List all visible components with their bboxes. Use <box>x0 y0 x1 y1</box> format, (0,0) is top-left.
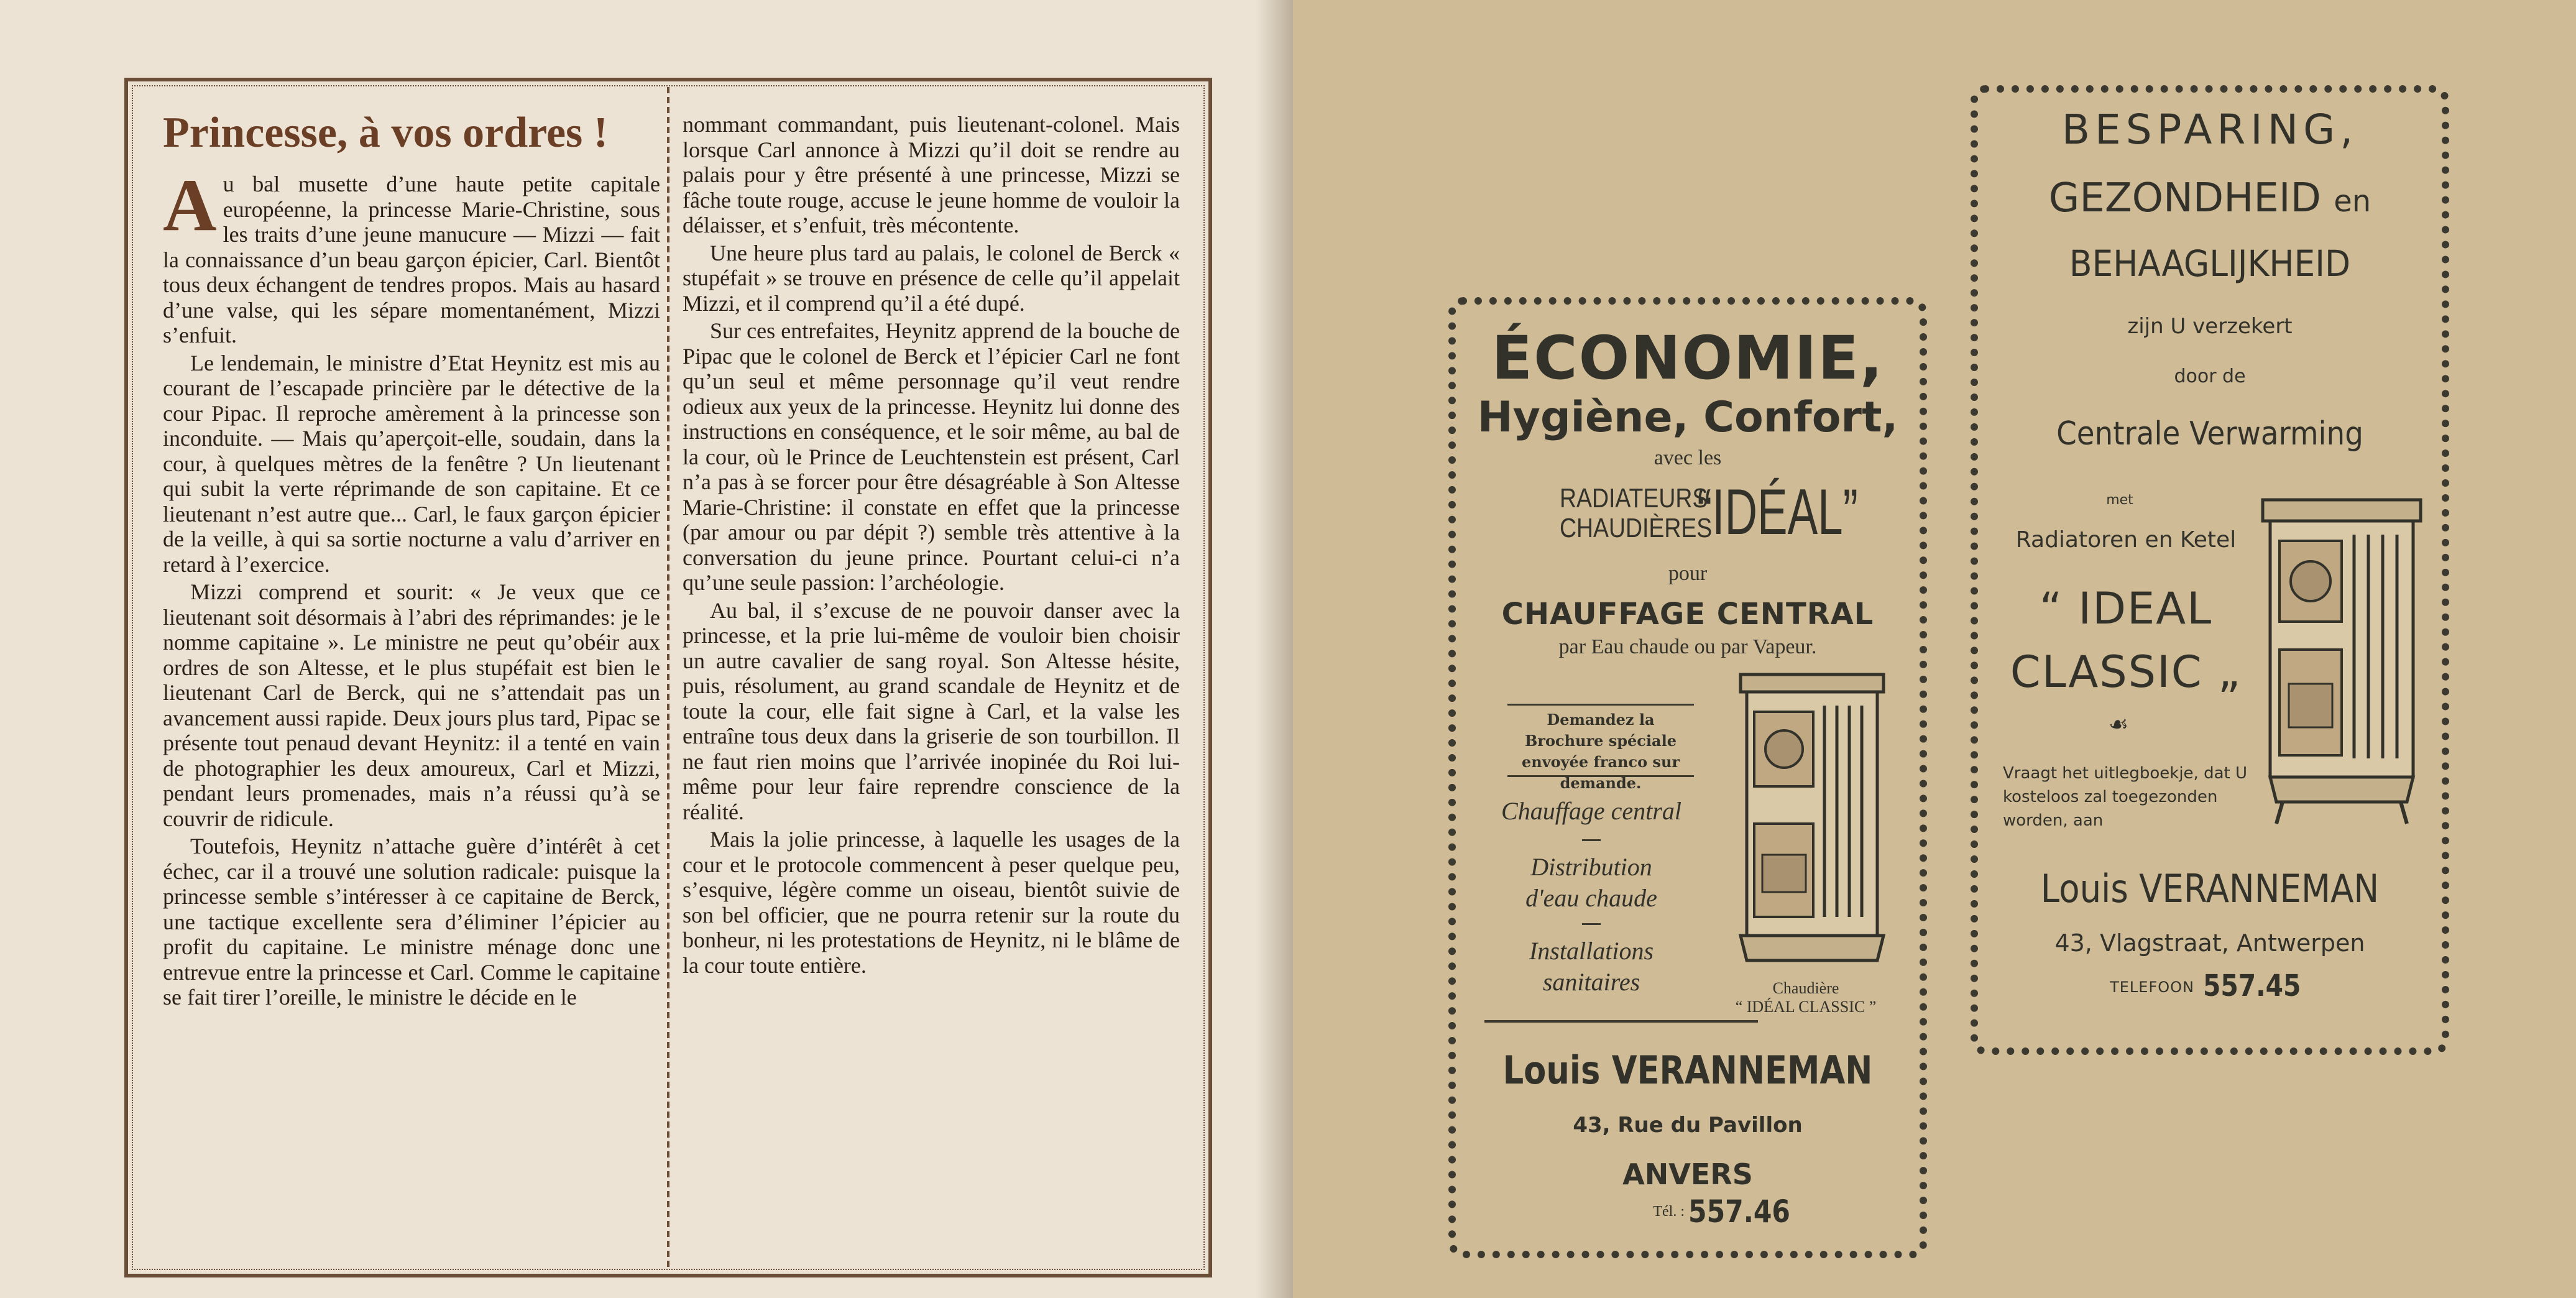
column-divider <box>667 87 669 1268</box>
boiler-illustration <box>2258 491 2426 830</box>
story-paragraph: Le lendemain, le ministre d’Etat Heynitz est mis au courant de l’escapade princière par le détective de la cour Pipac. Il reproche amèrement à la princesse son inconduite. — Mais qu’aperçoit-elle, soudain, dans la cour, à quelques mètres de la fenêtre ? Un lieutenant qui subit la verte réprimande de son capitaine. Et ce lieutenant n’est autre que... Carl, le faux garçon épicier de la veille, à qui sa sortie nocturne a valu d’arriver en retard à l’exercice. <box>163 350 660 577</box>
ad-nl-line3: BEHAAGLIJKHEID <box>2069 242 2351 285</box>
ornament-icon: ☙ <box>2108 712 2129 737</box>
ad-fr-service-water <box>1479 852 1703 914</box>
divider-dash <box>1582 923 1601 925</box>
story-paragraph: Au bal, il s’excuse de ne pouvoir danser avec la princesse, et la prie lui-même de vouloir bien choisir un autre cavalier de sang royal. Son Altesse hésite, puis, résolument, au grand scandale de Heynitz et de toute la cour, elle fait signe à Carl, et la valse les entraîne tous deux dans la griserie de son tourbillon. Il ne faut rien moins que l’arrivée inopinée du Roi lui-même pour leur faire reprendre conscience de la réalité. <box>683 597 1180 824</box>
ad-nl-radiatoren: Radiatoren en Ketel <box>2015 527 2237 553</box>
ad-fr-subtitle: Hygiène, Confort, <box>1477 393 1898 442</box>
ad-nl-line2-small: en <box>2334 184 2371 219</box>
ad-nl-tel-label: TELEFOON <box>2110 978 2194 996</box>
ad-fr-boiler-caption-line2: “ IDÉAL CLASSIC ” <box>1735 998 1877 1016</box>
story-paragraph: Mizzi comprend et sourit: « Je veux que ce lieutenant soit désormais à l’abri des réprimandes: je le nomme capitaine ». Le ministre ne peut qu’obéir aux ordres de son Altesse, et le plus stupéfait est bien le lieutenant Carl de Berck, qui ne s’attendait pas un avancement aussi rapide. Deux jours plus tard, Pipac se présente tout penaud devant Heynitz: il a tenté en vain de photographier les deux amoureux, Carl et Mizzi, pendant leurs promenades, mais n’a réussi qu’à se couvrir de ridicule. <box>163 579 660 831</box>
ad-nl-line1: BESPARING, <box>2061 106 2358 154</box>
ad-fr-boiler-caption-line1: Chaudière <box>1772 979 1839 997</box>
ad-nl-line6: Centrale Verwarming <box>2056 415 2363 453</box>
ad-fr-brochure-note: Demandez la Brochure spéciale envoyée franco sur demande. <box>1507 704 1694 777</box>
drop-cap: A <box>163 163 217 246</box>
ad-nl-name: Louis VERANNEMAN <box>2040 866 2380 911</box>
ad-nl-line2 <box>1971 175 2449 221</box>
ad-fr-address: 43, Rue du Pavillon <box>1573 1113 1803 1138</box>
ad-fr-service-sanitary-line1: Installations <box>1529 937 1654 965</box>
story-column-2 <box>683 112 1180 978</box>
ad-fr-service-water-line2: d'eau chaude <box>1525 884 1657 912</box>
ad-nl-met: met <box>2106 492 2133 508</box>
story-paragraph-text: u bal musette d’une haute petite capitale européenne, la princesse Marie-Christine, sous les traits d’une jeune manucure — Mizzi — fait la connaissance d’un beau garçon épicier, Carl. Bientôt tous deux échangent de tendres propos. Mais au hasard d’une valse, qui les sépare momentanément, Mizzi s’enfuit. <box>163 172 660 348</box>
ad-fr-tel-number: 557.46 <box>1688 1194 1791 1230</box>
ad-fr-avec: avec les <box>1654 446 1722 469</box>
ad-fr-name: Louis VERANNEMAN <box>1502 1047 1873 1093</box>
ad-fr-service-sanitary-line2: sanitaires <box>1542 968 1640 996</box>
story-paragraph: Une heure plus tard au palais, le colonel de Berck « stupéfait » se trouve en présence de celle qu’il appelait Mizzi, et il comprend qu’il a été dupé. <box>683 240 1180 316</box>
story-paragraph: Sur ces entrefaites, Heynitz apprend de la bouche de Pipac que le colonel de Berck et l’épicier Carl ne font qu’un seul et même personnage qu’il veut rendre odieux aux yeux de la princesse. Heynitz lui donne des instructions en conséquence, et le soir même, au bal de la cour, où le Prince de Leuchtenstein est présent, Carl n’a pas à se forcer pour être désagréable à Son Altesse Marie-Christine: il constate en effet que la princesse (par amour ou par dépit ?) semble très attentive à la conversation du jeune prince. Pourtant celui-ci n’a qu’une seule passion: l’archéologie. <box>683 318 1180 595</box>
ad-fr-chauffage: CHAUFFAGE CENTRAL <box>1501 597 1874 632</box>
ad-fr-chaudieres: CHAUDIÈRES <box>1560 513 1713 543</box>
story-title: Princesse, à vos ordres ! <box>163 109 609 157</box>
ad-fr-par: par Eau chaude ou par Vapeur. <box>1558 635 1817 658</box>
ad-nl-address: 43, Vlagstraat, Antwerpen <box>2054 929 2365 957</box>
ad-fr-radiateurs: RADIATEURS <box>1560 483 1708 513</box>
ad-fr-rule <box>1484 1020 1758 1023</box>
ad-fr-service-heating: Chauffage central <box>1501 797 1681 825</box>
ad-fr-title: ÉCONOMIE, <box>1491 323 1884 393</box>
ad-nl-ideal: “ IDEAL <box>2039 583 2213 634</box>
ad-nl-line2-main: GEZONDHEID <box>2048 175 2321 221</box>
ad-fr-service-water-line1: Distribution <box>1530 853 1652 881</box>
ad-nl-tel-number: 557.45 <box>2203 969 2301 1003</box>
ad-fr-city: ANVERS <box>1622 1158 1753 1191</box>
ad-fr-pour: pour <box>1668 562 1708 585</box>
ad-nl-line5: door de <box>2174 366 2246 387</box>
ad-nl-line4: zijn U verzekert <box>2127 314 2293 339</box>
story-paragraph: Mais la jolie princesse, à laquelle les usages de la cour et le protocole commencent à peser quelque peu, s’esquive, légère comme un oiseau, bientôt suivie de son bel officier, que ne pourra retenir sur la route du bonheur, ni les protestations de Heynitz, ni le blâme de la cour toute entière. <box>683 827 1180 978</box>
ad-fr-boiler-caption <box>1706 979 1905 1016</box>
ad-nl-classic: CLASSIC „ <box>2010 647 2242 697</box>
story-paragraph: nommant commandant, puis lieutenant-colonel. Mais lorsque Carl annonce à Mizzi qu’il doit se rendre au palais pour y être présenté à une princesse, Mizzi se fâche toute rouge, accuse le jeune homme de vouloir la délaisser, et s’enfuit, très mécontente. <box>683 112 1180 237</box>
ad-nl-vraagt: Vraagt het uitlegboekje, dat U kosteloos zal toegezonden worden, aan <box>2003 764 2247 830</box>
divider-dash <box>1582 839 1601 841</box>
boiler-illustration <box>1734 668 1890 979</box>
story-column-1 <box>163 106 660 1010</box>
ad-fr-tel-label: Tél. : <box>1653 1204 1685 1220</box>
ad-fr-service-sanitary <box>1479 936 1703 998</box>
ad-fr-product-lines <box>1560 483 1713 543</box>
ad-fr-ideal-brand: “IDÉAL” <box>1697 476 1858 548</box>
story-paragraph <box>163 163 660 348</box>
story-paragraph: Toutefois, Heynitz n’attache guère d’intérêt à cet échec, car il a trouvé une solution radicale: puisque la princesse semble s’intéresser à ce capitaine de Berck, une tactique excellente sera d’éliminer l’épicier au profit du capitaine. Le ministre ménage donc une entrevue entre la princesse et Carl. Comme le capitaine se fait tirer l’oreille, le ministre le décide en le <box>163 834 660 1010</box>
